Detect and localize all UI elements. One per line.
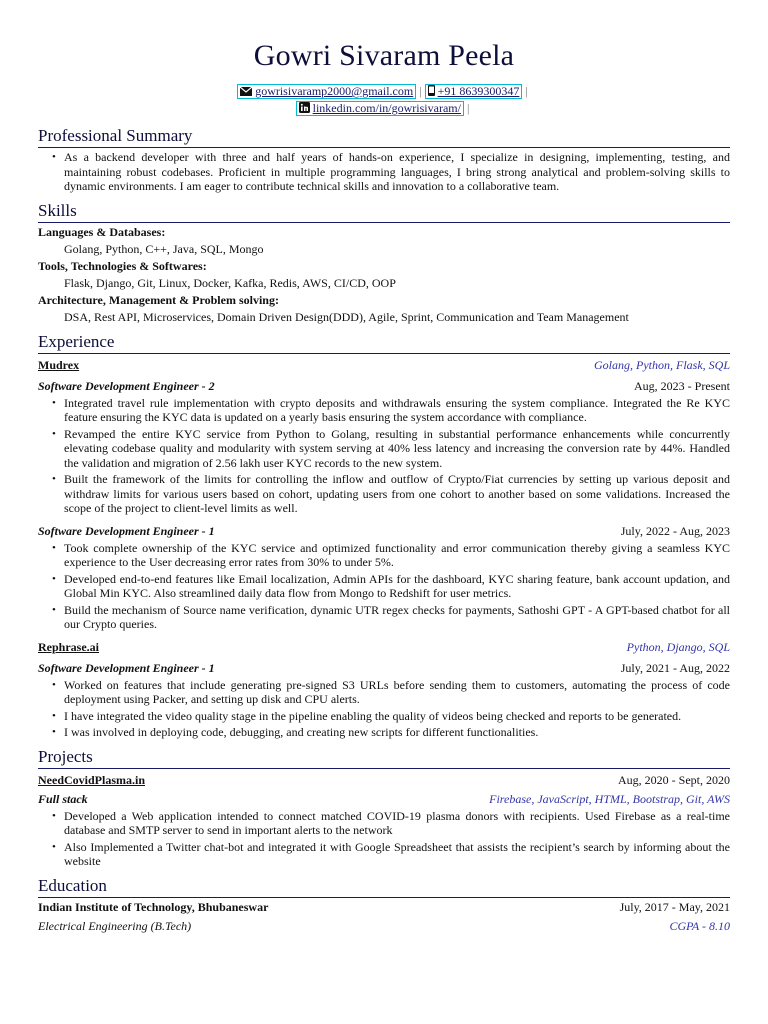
contact-separator: |	[419, 84, 422, 98]
company-row	[38, 640, 730, 655]
skill-values: Golang, Python, C++, Java, SQL, Mongo	[64, 241, 264, 256]
role-title: Software Development Engineer - 1	[38, 660, 215, 675]
degree: Electrical Engineering (B.Tech)	[38, 918, 192, 933]
bullet-item: • Build the mechanism of Source name verification, dynamic UTR regex checks for payments, Sathoshi GPT - A GPT-based chatbot for all our Crypto queries.	[64, 603, 730, 632]
role-dates: July, 2022 - Aug, 2023	[620, 523, 730, 538]
skills-group	[38, 259, 730, 291]
project-role-row	[38, 792, 730, 807]
bullet-item: • Integrated travel rule implementation with crypto deposits and withdrawals ensuring the system compliance. Integrated the Re KYC feature ensuring the KYC data is updated on a yearly basis ensuring the system accordance with compliance.	[64, 396, 730, 425]
summary-text: • As a backend developer with three and half years of hands-on experience, I specialize in designing, implementing, testing, and maintaining robust codebases. Proficient in multiple programming languages, I bring strong analytical and problem-solving skills to dynamic environments. I am eager to contribute technical skills and innovation to a collaborative team.	[64, 150, 730, 194]
phone-text: +91 8639300347	[437, 84, 520, 98]
project-bullets	[38, 809, 730, 869]
contact-block	[38, 84, 730, 116]
project-tech: Firebase, JavaScript, HTML, Bootstrap, Git, AWS	[489, 791, 730, 806]
phone-link[interactable]	[425, 84, 523, 99]
linkedin-link[interactable]	[296, 101, 464, 116]
role-row	[38, 379, 730, 394]
role-bullets	[38, 541, 730, 632]
contact-separator: |	[525, 84, 528, 98]
email-text: gowrisivaramp2000@gmail.com	[255, 84, 414, 98]
phone-icon	[428, 85, 435, 96]
summary-list	[38, 150, 730, 194]
role-dates: Aug, 2023 - Present	[634, 378, 730, 393]
role-bullets	[38, 678, 730, 740]
role-dates: July, 2021 - Aug, 2022	[620, 660, 730, 675]
role-row	[38, 524, 730, 539]
bullet-item: • Worked on features that include generating pre-signed S3 URLs before sending them to customers, automating the process of code deployment using Packer, and setting up disk and CPU alerts.	[64, 678, 730, 707]
candidate-name: Gowri Sivaram Peela	[253, 39, 515, 72]
bullet-item: • Developed a Web application intended to connect matched COVID-19 plasma donors with recipients. Used Firebase as a real-time database and SMTP server to send in important alerts to the network	[64, 809, 730, 838]
section-title-education: Education	[38, 876, 730, 898]
section-title-skills: Skills	[38, 201, 730, 223]
degree-row	[38, 919, 730, 934]
skill-values: DSA, Rest API, Microservices, Domain Driven Design(DDD), Agile, Sprint, Communication and Team Management	[64, 309, 629, 324]
bullet-item: • Developed end-to-end features like Email localization, Admin APIs for the dashboard, KYC sharing feature, bank account updation, and Global Min KYC. Also streamlined daily data flow from Mongo to Redshift for user metrics.	[64, 572, 730, 601]
bullet-item: • Also Implemented a Twitter chat-bot and integrated it with Google Spreadsheet that assists the recipient’s search by informing about the website	[64, 840, 730, 869]
bullet-item: • Took complete ownership of the KYC service and optimized functionality and error communication thereby giving a seamless KYC experience to the User decreasing error rates from 30% to under 5%.	[64, 541, 730, 570]
section-title-summary: Professional Summary	[38, 126, 730, 148]
bullet-item: • Built the framework of the limits for controlling the inflow and outflow of Crypto/Fiat currencies by setting up various deposit and withdraw limits for various users based on cohort, updating users from one cohort to another based on some validations. Increased the scope of the project to client-level limits as well.	[64, 472, 730, 516]
company-name[interactable]: Rephrase.ai	[38, 639, 99, 654]
education-row	[38, 900, 730, 915]
bullet-item: • I was involved in deploying code, debugging, and creating new scripts for different functionalities.	[64, 725, 730, 740]
school-name: Indian Institute of Technology, Bhubaneswar	[38, 899, 269, 914]
role-title: Software Development Engineer - 1	[38, 523, 215, 538]
section-title-experience: Experience	[38, 332, 730, 354]
bullet-item: • I have integrated the video quality stage in the pipeline enabling the quality of videos being checked and reports to be generated.	[64, 709, 730, 724]
project-name[interactable]: NeedCovidPlasma.in	[38, 772, 146, 787]
skill-heading: Tools, Technologies & Softwares:	[38, 258, 207, 273]
role-bullets	[38, 396, 730, 516]
company-tech: Golang, Python, Flask, SQL	[594, 357, 730, 372]
education-dates: July, 2017 - May, 2021	[619, 899, 730, 914]
company-tech: Python, Django, SQL	[626, 639, 730, 654]
email-link[interactable]	[237, 84, 416, 99]
linkedin-text: linkedin.com/in/gowrisivaram/	[312, 101, 461, 115]
resume-page	[38, 0, 730, 934]
skill-values: Flask, Django, Git, Linux, Docker, Kafka, Redis, AWS, CI/CD, OOP	[64, 275, 396, 290]
skills-group	[38, 225, 730, 257]
project-dates: Aug, 2020 - Sept, 2020	[618, 772, 730, 787]
skill-heading: Languages & Databases:	[38, 224, 166, 239]
skill-heading: Architecture, Management & Problem solving:	[38, 292, 279, 307]
bullet-item: • Revamped the entire KYC service from Python to Golang, resulting in substantial performance enhancements while concurrently elevating codebase quality and modularity with system serving at 40% less latency and increasing the conversion rate by 44%. Handled the validation and migration of 2.56 lakh user KYC records to the new system.	[64, 427, 730, 471]
project-role: Full stack	[38, 791, 88, 806]
company-name[interactable]: Mudrex	[38, 357, 80, 372]
skills-group	[38, 293, 730, 325]
envelope-icon	[240, 87, 252, 96]
company-row	[38, 358, 730, 373]
role-row	[38, 661, 730, 676]
gpa: CGPA - 8.10	[669, 918, 730, 933]
linkedin-icon	[299, 102, 310, 113]
role-title: Software Development Engineer - 2	[38, 378, 215, 393]
project-row	[38, 773, 730, 788]
section-title-projects: Projects	[38, 747, 730, 769]
contact-separator: |	[466, 101, 470, 115]
